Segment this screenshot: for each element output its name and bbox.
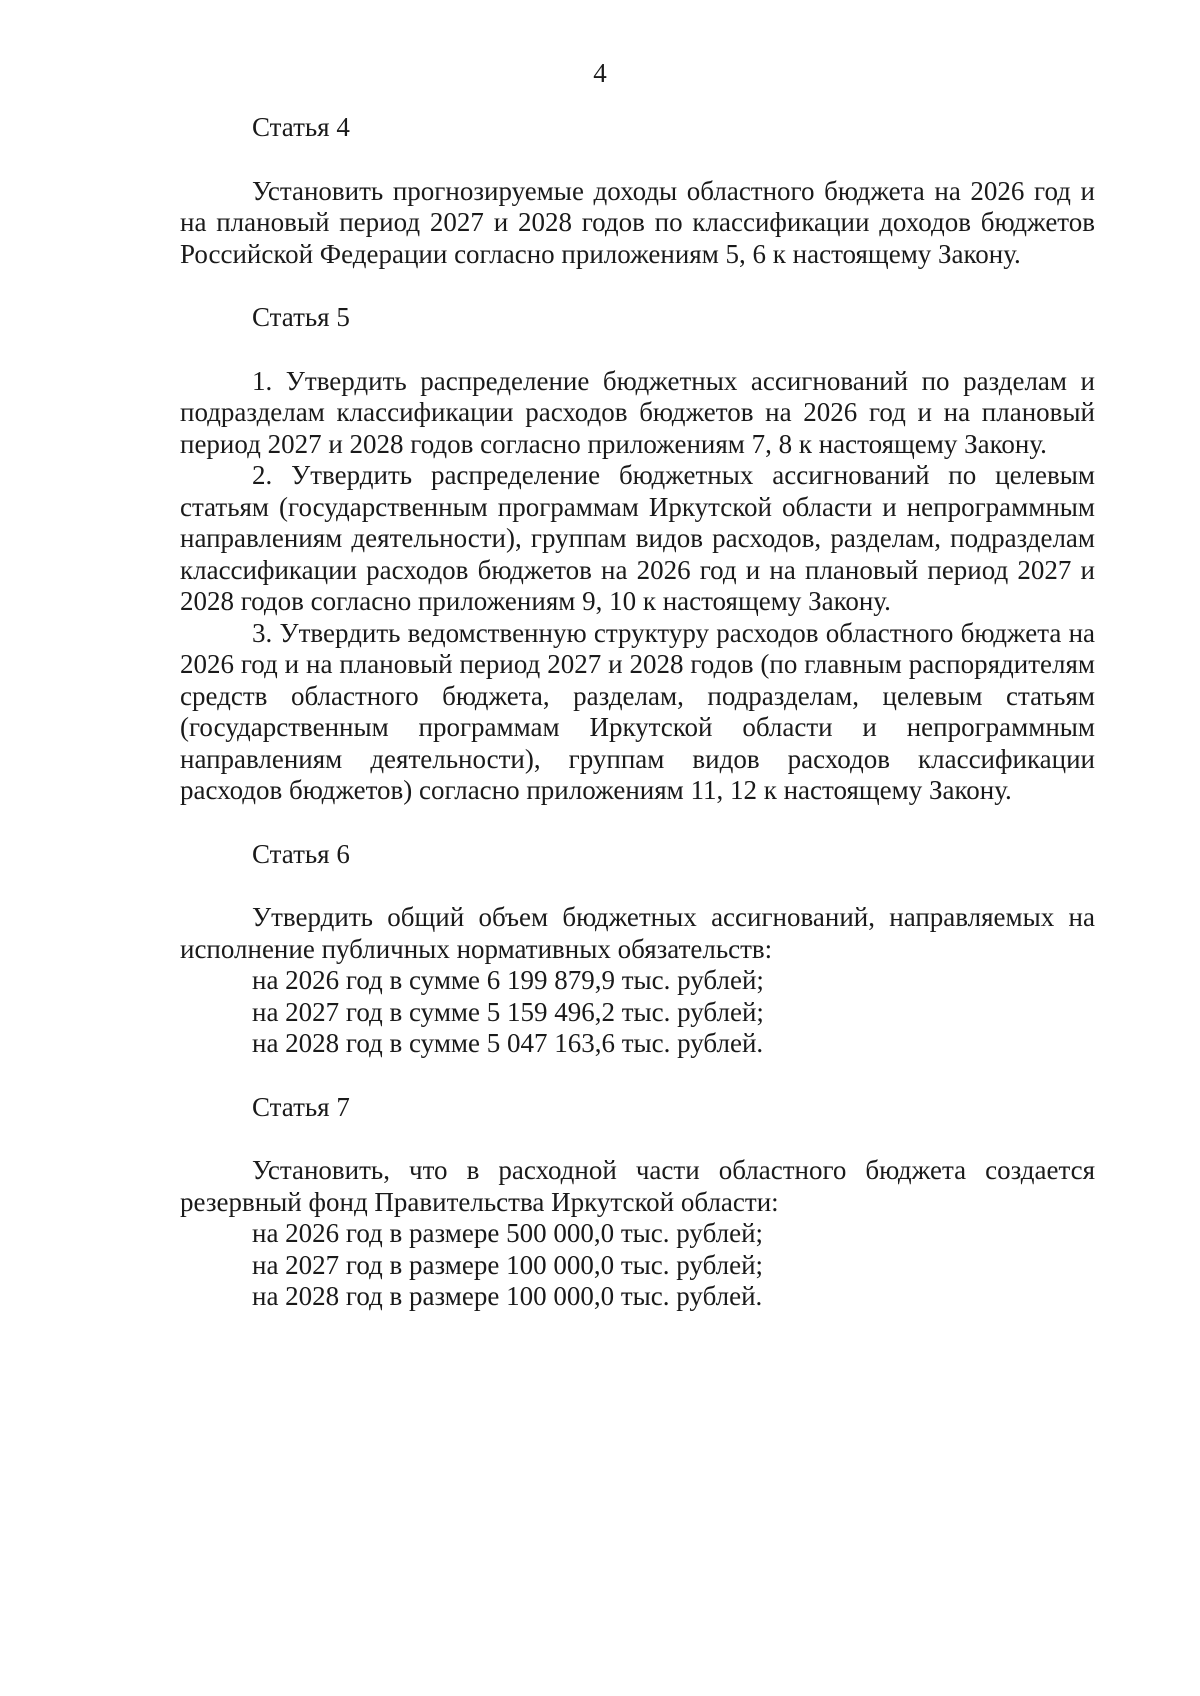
article-7-title: Статья 7 [252,1091,350,1122]
article-5-item-2: 2. Утвердить распределение бюджетных ассигнований по целевым статьям (государственным программам Иркутской области и непрограммным направлениям деятельности), группам видов расходов, разделам, подразделам классификации расходов бюджетов на 2026 год и на плановый период 2027 и 2028 годов согласно приложениям 9, 10 к настоящему Закону. [180,460,1095,616]
article-6-title: Статья 6 [252,838,350,869]
article-6-amount-2026: на 2026 год в сумме 6 199 879,9 тыс. рублей; [252,965,764,995]
article-7-amount-2027: на 2027 год в размере 100 000,0 тыс. рублей; [252,1249,764,1280]
article-6-amount-2027: на 2027 год в сумме 5 159 496,2 тыс. рублей; [252,996,764,1027]
article-6-amount-2028: на 2028 год в сумме 5 047 163,6 тыс. рублей. [252,1028,764,1058]
page-number: 4 [593,58,607,88]
article-5-item-1: 1. Утвердить распределение бюджетных ассигнований по разделам и подразделам классификации расходов бюджетов на 2026 год и на плановый период 2027 и 2028 годов согласно приложениям 7, 8 к настоящему Закону. [180,365,1095,459]
article-4-title: Статья 4 [252,112,350,142]
article-5-item-3: 3. Утвердить ведомственную структуру расходов областного бюджета на 2026 год и на плановый период 2027 и 2028 годов (по главным распорядителям средств областного бюджета, разделам, подразделам, целевым статьям (государственным программам Иркутской области и непрограммным направлениям деятельности), группам видов расходов классификации расходов бюджетов) согласно приложениям 11, 12 к настоящему Закону. [180,617,1095,805]
article-6-paragraph: Утвердить общий объем бюджетных ассигнований, направляемых на исполнение публичных нормативных обязательств: [180,902,1095,964]
article-7-amount-2028: на 2028 год в размере 100 000,0 тыс. рублей. [252,1281,763,1311]
article-4-paragraph: Установить прогнозируемые доходы областного бюджета на 2026 год и на плановый период 2027 и 2028 годов по классификации доходов бюджетов Российской Федерации согласно приложениям 5, 6 к настоящему Закону. [180,175,1095,269]
article-7-amount-2026: на 2026 год в размере 500 000,0 тыс. рублей; [252,1218,764,1248]
document-body [180,112,1095,1313]
article-7-paragraph: Установить, что в расходной части областного бюджета создается резервный фонд Правительства Иркутской области: [180,1155,1095,1217]
article-5-title: Статья 5 [252,302,350,332]
